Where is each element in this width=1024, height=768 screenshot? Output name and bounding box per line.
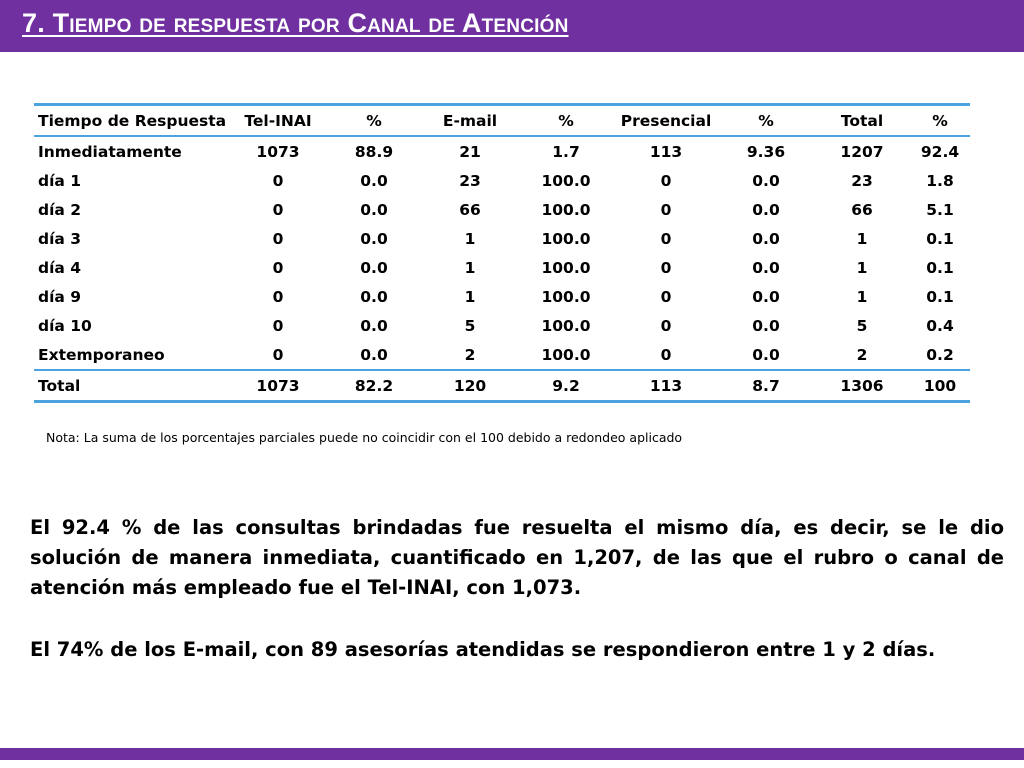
total-cell: 82.2 <box>354 376 394 395</box>
table-cell: 0 <box>272 258 284 277</box>
response-time-table <box>34 103 970 403</box>
table-cell: 100.0 <box>541 171 591 190</box>
table-cell: 1 <box>856 229 868 248</box>
slide-title: 7. Tiempo de respuesta por Canal de Atención <box>22 8 569 38</box>
footer-bar <box>0 748 1024 760</box>
table-cell: 0.0 <box>752 316 780 335</box>
table-cell: 9.36 <box>746 142 786 161</box>
table-cell: 0.0 <box>752 200 780 219</box>
title-bar <box>0 0 1024 52</box>
table-cell: 1 <box>464 258 476 277</box>
table-cell: 0.0 <box>360 200 388 219</box>
table-row <box>34 166 970 195</box>
table-cell: 0 <box>272 287 284 306</box>
table-cell: 100.0 <box>541 345 591 364</box>
table-cell: 0.0 <box>360 287 388 306</box>
table-cell: 0 <box>660 345 672 364</box>
table-cell: 1 <box>856 258 868 277</box>
row-label: día 9 <box>38 287 82 306</box>
row-label: día 3 <box>38 229 82 248</box>
table-cell: 0 <box>272 316 284 335</box>
table-row <box>34 195 970 224</box>
table-body <box>34 136 970 402</box>
table-cell: 100.0 <box>541 316 591 335</box>
total-cell: 1306 <box>840 376 884 395</box>
table-row <box>34 224 970 253</box>
table-cell: 0.4 <box>926 316 954 335</box>
column-header: % <box>558 111 574 130</box>
table-cell: 100.0 <box>541 258 591 277</box>
table-cell: 92.4 <box>920 142 960 161</box>
table-header-row <box>34 105 970 137</box>
table-cell: 100.0 <box>541 200 591 219</box>
column-header: Tiempo de Respuesta <box>38 111 227 130</box>
table-cell: 88.9 <box>354 142 394 161</box>
table-cell: 1207 <box>840 142 884 161</box>
table-cell: 5 <box>464 316 476 335</box>
table-cell: 0.1 <box>926 287 954 306</box>
table-cell: 0.0 <box>752 345 780 364</box>
summary-paragraph-1: El 92.4 % de las consultas brindadas fue resuelta el mismo día, es decir, se le dio solución de manera inmediata, cuantificado en 1,207, de las que el rubro o canal de atención más empleado fue el Tel-INAI, con 1,073. <box>30 516 1004 599</box>
table-cell: 2 <box>856 345 868 364</box>
table-cell: 0 <box>660 200 672 219</box>
table-cell: 5.1 <box>926 200 954 219</box>
total-cell: 120 <box>453 376 487 395</box>
total-cell: 1073 <box>256 376 300 395</box>
table-cell: 0.0 <box>752 258 780 277</box>
summary-paragraph-2: El 74% de los E-mail, con 89 asesorías atendidas se respondieron entre 1 y 2 días. <box>30 638 936 661</box>
column-header: Presencial <box>620 111 712 130</box>
table-cell: 100.0 <box>541 229 591 248</box>
column-header: Total <box>840 111 884 130</box>
table-cell: 1.7 <box>552 142 580 161</box>
table-cell: 5 <box>856 316 868 335</box>
table-cell: 0.0 <box>360 316 388 335</box>
table-cell: 23 <box>459 171 481 190</box>
column-header: Tel-INAI <box>244 111 312 130</box>
table-cell: 0 <box>272 345 284 364</box>
table-cell: 0 <box>660 316 672 335</box>
table-cell: 0 <box>272 200 284 219</box>
table-cell: 0.2 <box>926 345 954 364</box>
table-cell: 66 <box>851 200 873 219</box>
table-cell: 0.0 <box>360 258 388 277</box>
table-cell: 21 <box>459 142 481 161</box>
table-cell: 0.1 <box>926 229 954 248</box>
table-row <box>34 253 970 282</box>
column-header: E-mail <box>442 111 498 130</box>
table-cell: 1073 <box>256 142 300 161</box>
total-cell: 9.2 <box>552 376 580 395</box>
total-cell: 100 <box>923 376 957 395</box>
table-cell: 0 <box>660 287 672 306</box>
total-cell: 113 <box>649 376 683 395</box>
table-cell: 0.1 <box>926 258 954 277</box>
table-cell: 0 <box>272 229 284 248</box>
row-label: Extemporaneo <box>38 345 165 364</box>
table-cell: 100.0 <box>541 287 591 306</box>
table-cell: 0 <box>660 171 672 190</box>
table-cell: 0.0 <box>360 229 388 248</box>
table-cell: 23 <box>851 171 873 190</box>
column-header: % <box>758 111 774 130</box>
table-cell: 1 <box>856 287 868 306</box>
footnote: Nota: La suma de los porcentajes parciales puede no coincidir con el 100 debido a redondeo aplicado <box>46 430 683 445</box>
column-header: % <box>932 111 948 130</box>
table-cell: 2 <box>464 345 476 364</box>
table-cell: 0.0 <box>752 171 780 190</box>
total-label: Total <box>38 376 81 395</box>
total-row <box>34 370 970 402</box>
table-row <box>34 282 970 311</box>
table-cell: 1 <box>464 287 476 306</box>
table-cell: 1.8 <box>926 171 954 190</box>
row-label: día 10 <box>38 316 92 335</box>
table-row <box>34 136 970 166</box>
table-cell: 0.0 <box>360 171 388 190</box>
table-cell: 0 <box>272 171 284 190</box>
table-cell: 0 <box>660 229 672 248</box>
table-cell: 1 <box>464 229 476 248</box>
row-label: día 4 <box>38 258 82 277</box>
table-cell: 0 <box>660 258 672 277</box>
response-time-table-container <box>34 103 970 403</box>
row-label: Inmediatamente <box>38 142 182 161</box>
table-cell: 113 <box>649 142 683 161</box>
table-cell: 0.0 <box>360 345 388 364</box>
column-header: % <box>366 111 382 130</box>
row-label: día 2 <box>38 200 82 219</box>
table-row <box>34 311 970 340</box>
table-cell: 66 <box>459 200 481 219</box>
row-label: día 1 <box>38 171 82 190</box>
total-cell: 8.7 <box>752 376 780 395</box>
table-cell: 0.0 <box>752 229 780 248</box>
table-row <box>34 340 970 370</box>
table-cell: 0.0 <box>752 287 780 306</box>
